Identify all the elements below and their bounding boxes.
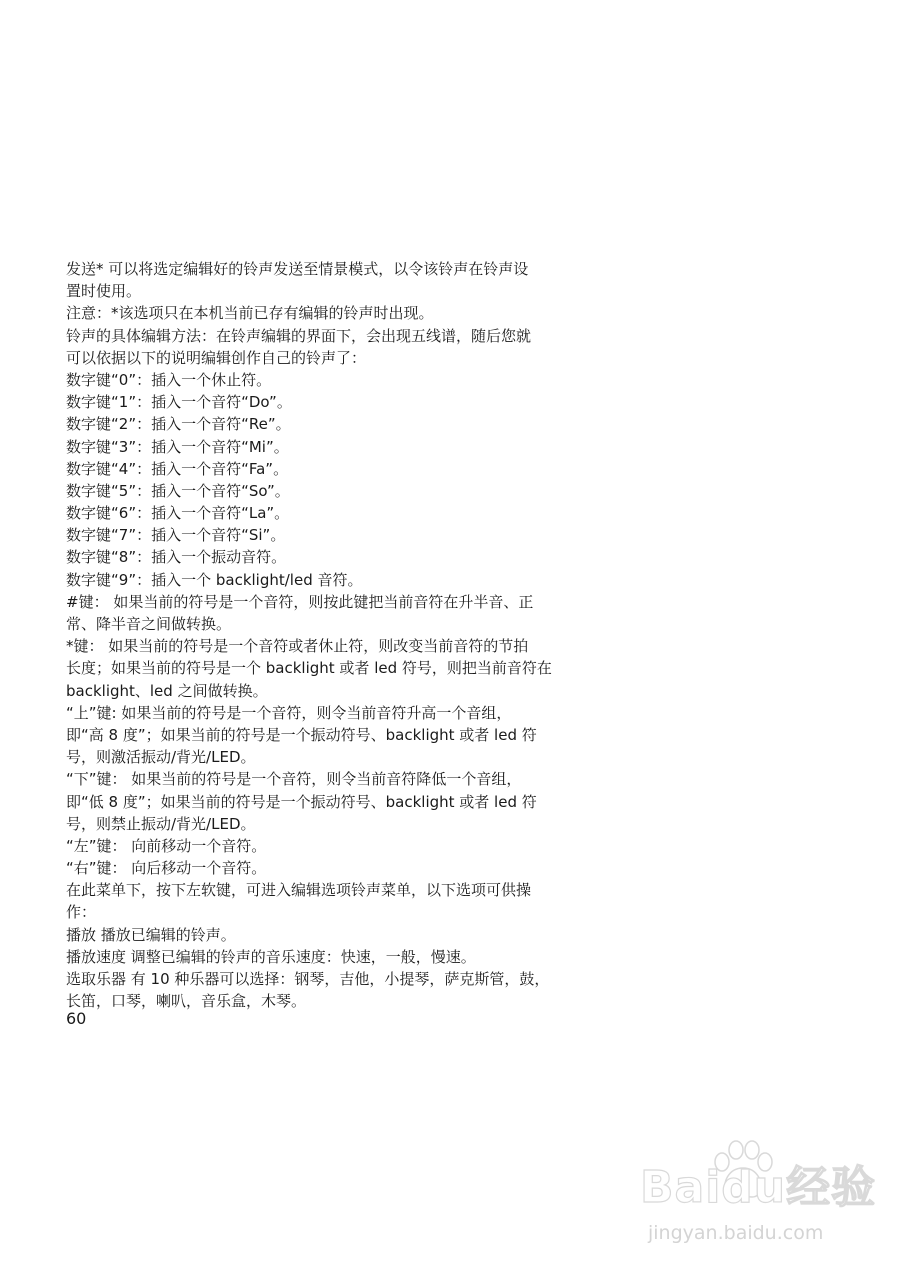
text-line: “左”键： 向前移动一个音符。 <box>66 836 267 855</box>
text-line: 数字键“6”：插入一个音符“La”。 <box>66 504 290 523</box>
text-line: backlight、led 之间做转换。 <box>66 681 268 700</box>
text-line: #键： 如果当前的符号是一个音符，则按此键把当前音符在升半音、正 <box>66 592 534 611</box>
document-body <box>66 258 556 1012</box>
text-line: 号，则禁止振动/背光/LED。 <box>66 814 256 833</box>
text-line: 发送* 可以将选定编辑好的铃声发送至情景模式，以令该铃声在铃声设 <box>66 260 529 278</box>
watermark-url: jingyan.baidu.com <box>648 1222 824 1244</box>
watermark-logo: Baidu经验 <box>640 1162 877 1213</box>
baidu-jingyan-watermark <box>640 1140 880 1270</box>
text-line: 数字键“4”：插入一个音符“Fa”。 <box>66 459 289 478</box>
text-line: 号，则激活振动/背光/LED。 <box>66 748 256 767</box>
text-line: 即“低 8 度”；如果当前的符号是一个振动符号、backlight 或者 led 符 <box>66 792 537 811</box>
text-line: “右”键： 向后移动一个音符。 <box>66 859 267 878</box>
text-line: 可以依据以下的说明编辑创作自己的铃声了： <box>66 348 367 367</box>
text-line: 置时使用。 <box>66 282 142 301</box>
text-line: 数字键“3”：插入一个音符“Mi”。 <box>66 437 289 456</box>
text-line: 即“高 8 度”；如果当前的符号是一个振动符号、backlight 或者 led 符 <box>66 725 537 744</box>
text-line: 播放 播放已编辑的铃声。 <box>66 925 236 944</box>
text-line: “下”键： 如果当前的符号是一个音符，则令当前音符降低一个音组， <box>66 770 522 789</box>
text-line: 数字键“7”：插入一个音符“Si”。 <box>66 526 286 545</box>
text-line: 播放速度 调整已编辑的铃声的音乐速度：快速，一般，慢速。 <box>66 947 476 966</box>
text-line: “上”键: 如果当前的符号是一个音符，则令当前音符升高一个音组， <box>66 703 512 722</box>
text-line: 在此菜单下，按下左软键，可进入编辑选项铃声菜单，以下选项可供操 <box>66 881 532 900</box>
text-line: 长笛，口琴，喇叭，音乐盒，木琴。 <box>66 992 307 1011</box>
text-line: 数字键“8”：插入一个振动音符。 <box>66 548 287 567</box>
text-line: 注意：*该选项只在本机当前已存有编辑的铃声时出现。 <box>66 304 434 323</box>
text-line: 作： <box>66 903 97 922</box>
text-line: 铃声的具体编辑方法：在铃声编辑的界面下，会出现五线谱，随后您就 <box>66 326 532 345</box>
text-line: 数字键“2”：插入一个音符“Re”。 <box>66 415 291 434</box>
page-number: 60 <box>66 1009 87 1028</box>
text-line: 数字键“9”：插入一个 backlight/led 音符。 <box>66 570 363 589</box>
text-line: 选取乐器 有 10 种乐器可以选择：钢琴，吉他，小提琴，萨克斯管，鼓， <box>66 970 550 988</box>
text-line: *键： 如果当前的符号是一个音符或者休止符，则改变当前音符的节拍 <box>66 637 529 656</box>
text-line: 数字键“0”：插入一个休止符。 <box>66 370 272 389</box>
text-line: 长度；如果当前的符号是一个 backlight 或者 led 符号，则把当前音符在 <box>66 659 552 678</box>
text-line: 常、降半音之间做转换。 <box>66 615 232 633</box>
text-line: 数字键“1”：插入一个音符“Do”。 <box>66 393 292 412</box>
text-line: 数字键“5”：插入一个音符“So”。 <box>66 481 290 500</box>
